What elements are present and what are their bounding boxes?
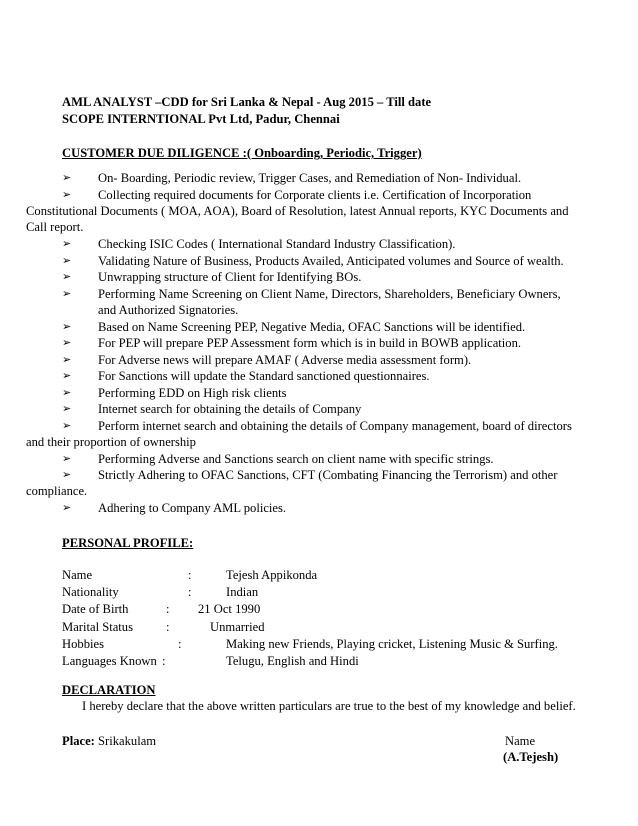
cdd-item-text: Internet search for obtaining the details of Company xyxy=(98,402,362,416)
cdd-item-text: Performing Name Screening on Client Name, Directors, Shareholders, Beneficiary Owners, and Authorized Signatories. xyxy=(98,286,561,317)
cdd-item-text: Unwrapping structure of Client for Identifying BOs. xyxy=(98,270,362,284)
cdd-item-text: Performing EDD on High risk clients xyxy=(98,385,287,400)
cdd-heading: CUSTOMER DUE DILIGENCE :( Onboarding, Periodic, Trigger) xyxy=(62,146,422,160)
arrow-bullet-icon: ➢ xyxy=(62,319,72,333)
profile-value: Indian xyxy=(226,585,259,600)
cdd-list-item xyxy=(62,352,576,368)
cdd-list-item xyxy=(62,451,576,467)
arrow-bullet-icon: ➢ xyxy=(62,187,72,201)
profile-label: Languages Known xyxy=(62,654,157,668)
job-title-line: AML ANALYST –CDD for Sri Lanka & Nepal - Aug 2015 – Till date xyxy=(62,95,432,109)
cdd-item-text: Perform internet search and obtaining the details of Company management, board of directors xyxy=(98,418,572,433)
arrow-bullet-icon: ➢ xyxy=(62,253,72,267)
profile-heading: PERSONAL PROFILE: xyxy=(62,536,194,550)
cdd-list-item xyxy=(26,467,576,500)
cdd-list-item xyxy=(62,319,576,335)
cdd-list-item xyxy=(62,335,576,351)
place-value: Srikakulam xyxy=(98,734,157,748)
profile-colon: : xyxy=(166,602,170,617)
profile-value: Tejesh Appikonda xyxy=(226,568,318,582)
arrow-bullet-icon: ➢ xyxy=(62,286,72,300)
profile-label: Nationality xyxy=(62,585,119,600)
cdd-item-continuation: Constitutional Documents ( MOA, AOA), Board of Resolution, latest Annual reports, KYC Documents and Call report. xyxy=(26,203,569,235)
cdd-list-item xyxy=(62,269,576,285)
arrow-bullet-icon: ➢ xyxy=(62,402,72,415)
cdd-list-item xyxy=(62,286,576,319)
cdd-list-item xyxy=(62,385,576,401)
cdd-item-text: Based on Name Screening PEP, Negative Media, OFAC Sanctions will be identified. xyxy=(98,319,526,334)
cdd-list-item xyxy=(26,187,576,236)
profile-label: Date of Birth xyxy=(62,602,129,617)
arrow-bullet-icon: ➢ xyxy=(62,501,72,514)
cdd-item-text: For Adverse news will prepare AMAF ( Adverse media assessment form). xyxy=(98,352,472,367)
arrow-bullet-icon: ➢ xyxy=(62,171,72,184)
cdd-item-text: Collecting required documents for Corporate clients i.e. Certification of Incorporation xyxy=(98,187,532,202)
arrow-bullet-icon: ➢ xyxy=(62,237,72,250)
arrow-bullet-icon: ➢ xyxy=(62,468,72,481)
profile-colon: : xyxy=(166,619,170,634)
cdd-item-text: Validating Nature of Business, Products Availed, Anticipated volumes and Source of wealth. xyxy=(98,253,564,268)
cdd-list-item xyxy=(26,418,576,451)
declaration-text: I hereby declare that the above written particulars are true to the best of my knowledge and belief. xyxy=(82,699,576,713)
profile-colon: : xyxy=(188,568,192,582)
employer-line: SCOPE INTERNTIONAL Pvt Ltd, Padur, Chennai xyxy=(62,112,340,126)
cdd-list-item xyxy=(62,253,576,269)
profile-label: Name xyxy=(62,568,93,582)
profile-colon: : xyxy=(178,636,182,651)
cdd-item-continuation: compliance. xyxy=(26,484,88,499)
cdd-item-text: Performing Adverse and Sanctions search on client name with specific strings. xyxy=(98,451,494,466)
cdd-list-item xyxy=(62,236,576,252)
arrow-bullet-icon: ➢ xyxy=(62,369,72,382)
profile-colon: : xyxy=(162,654,166,668)
arrow-bullet-icon: ➢ xyxy=(62,385,72,399)
profile-value: Making new Friends, Playing cricket, Listening Music & Surfing. xyxy=(226,636,558,651)
arrow-bullet-icon: ➢ xyxy=(62,270,72,283)
arrow-bullet-icon: ➢ xyxy=(62,451,72,465)
profile-value: 21 Oct 1990 xyxy=(198,602,261,617)
profile-colon: : xyxy=(188,585,192,600)
cdd-list-item xyxy=(62,500,576,516)
profile-value: Telugu, English and Hindi xyxy=(226,654,359,668)
name-label: Name xyxy=(505,734,536,748)
arrow-bullet-icon: ➢ xyxy=(62,418,72,432)
profile-label: Hobbies xyxy=(62,636,104,651)
cdd-item-text: For PEP will prepare PEP Assessment form which is in build in BOWB application. xyxy=(98,336,522,350)
place-line xyxy=(62,733,156,749)
cdd-list-item xyxy=(62,401,576,417)
cdd-item-continuation: and their proportion of ownership xyxy=(26,434,196,449)
cdd-item-text: Adhering to Company AML policies. xyxy=(98,501,287,515)
cdd-list-item xyxy=(62,368,576,384)
arrow-bullet-icon: ➢ xyxy=(62,352,72,366)
signature-name: (A.Tejesh) xyxy=(503,750,559,764)
profile-label: Marital Status xyxy=(62,619,134,634)
cdd-list-item xyxy=(62,170,576,186)
arrow-bullet-icon: ➢ xyxy=(62,336,72,349)
profile-value: Unmarried xyxy=(210,619,265,634)
cdd-item-text: Strictly Adhering to OFAC Sanctions, CFT (Combating Financing the Terrorism) and other xyxy=(98,468,558,482)
cdd-item-text: Checking ISIC Codes ( International Standard Industry Classification). xyxy=(98,237,456,251)
declaration-heading: DECLARATION xyxy=(62,683,156,697)
cdd-item-text: On- Boarding, Periodic review, Trigger Cases, and Remediation of Non- Individual. xyxy=(98,171,522,185)
cdd-item-text: For Sanctions will update the Standard sanctioned questionnaires. xyxy=(98,369,430,383)
place-label: Place: xyxy=(62,734,95,748)
